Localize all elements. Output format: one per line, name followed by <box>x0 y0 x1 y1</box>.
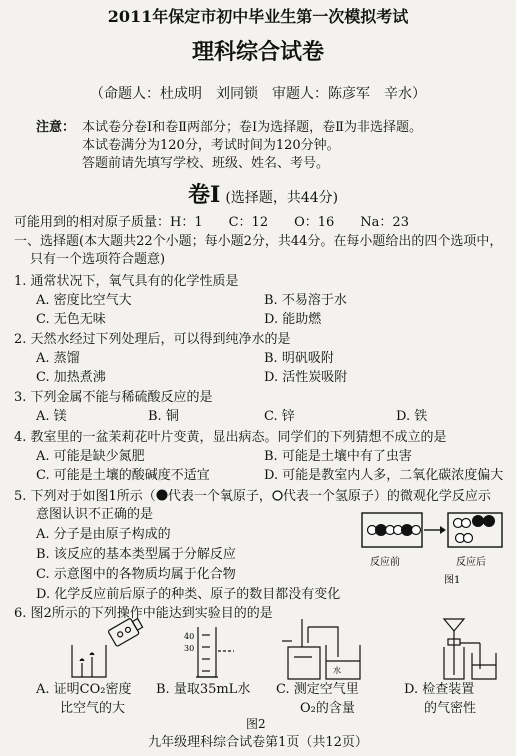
cylinder-tick-30: 30 <box>184 644 195 653</box>
q1-stem: 1. 通常状况下，氧气具有的化学性质是 <box>14 274 239 289</box>
q1-option-c: C. 无色无味 <box>36 312 106 327</box>
paper-title: 理科综合试卷 <box>191 39 324 65</box>
page-footer: 九年级理科综合试卷第1页（共12页） <box>148 735 368 750</box>
figure-1-before-label: 反应前 <box>370 557 400 568</box>
q6-option-a-line-1: A. 证明CO₂密度 <box>36 682 132 697</box>
q2-option-d: D. 活性炭吸附 <box>264 370 348 385</box>
q4-stem: 4. 教室里的一盆茉莉花叶片变黄，显出病态。同学们的下列猜想不成立的是 <box>14 430 447 445</box>
q5-option-d: D. 化学反应前后原子的种类、原子的数目都没有变化 <box>36 587 341 602</box>
section-title-note: (选择题，共44分) <box>225 190 339 206</box>
q3-option-c: C. 锌 <box>264 409 295 424</box>
notice-line-1: 本试卷分卷Ⅰ和卷Ⅱ两部分；卷Ⅰ为选择题，卷Ⅱ为非选择题。 <box>82 120 422 135</box>
q1-option-a: A. 密度比空气大 <box>36 293 132 308</box>
q6-option-d-line-1: D. 检查装置 <box>404 682 475 697</box>
q5-option-a: A. 分子是由原子构成的 <box>36 527 171 542</box>
q4-option-d: D. 可能是教室内人多，二氧化碳浓度偏大 <box>264 468 504 483</box>
q5-legend-hydrogen: 代表一个氢原子）的微观化学反应示 <box>282 489 491 504</box>
exam-title: 2011年保定市初中毕业生第一次模拟考试 <box>107 7 409 26</box>
q4-option-b: B. 可能是土壤中有了虫害 <box>264 449 412 464</box>
section-title: 卷Ⅰ <box>188 182 221 208</box>
q4-option-c: C. 可能是土壤的酸碱度不适宜 <box>36 468 210 483</box>
q2-stem: 2. 天然水经过下列处理后，可以得到纯净水的是 <box>14 332 291 347</box>
cylinder-tick-40: 40 <box>184 632 195 641</box>
q2-option-b: B. 明矾吸附 <box>264 351 334 366</box>
instructions-line-2: 只有一个选项符合题意) <box>30 252 166 267</box>
figure-2-diagram <box>20 617 510 681</box>
q5-stem-line-2: 意图认识不正确的是 <box>36 507 154 522</box>
figure-2-caption: 图2 <box>246 717 266 731</box>
q5-option-c: C. 示意图中的各物质均属于化合物 <box>36 567 236 582</box>
q3-option-b: B. 铜 <box>148 409 179 424</box>
graduated-cylinder <box>196 627 234 677</box>
q6-stem: 6. 图2所示的下列操作中能达到实验目的的是 <box>14 606 273 621</box>
authors-line: （命题人：杜成明 刘同锁 审题人：陈彦军 辛水） <box>90 86 426 102</box>
notice-label: 注意： <box>36 120 76 135</box>
q6-option-c-line-1: C. 测定空气里 <box>276 682 359 697</box>
co2-pouring-apparatus <box>72 617 145 677</box>
notice-line-2: 本试卷满分为120分，考试时间为120分钟。 <box>82 138 340 153</box>
reaction-arrowhead <box>440 526 446 534</box>
q2-option-a: A. 蒸馏 <box>36 351 80 366</box>
hydrogen-atom-icon <box>272 490 283 501</box>
q6-option-d-line-2: 的气密性 <box>424 701 477 716</box>
q2-option-c: C. 加热煮沸 <box>36 370 106 385</box>
instructions-line-1: 一、选择题(本大题共22个小题；每小题2分，共44分。在每小题给出的四个选项中， <box>14 234 503 249</box>
q5-option-b: B. 该反应的基本类型属于分解反应 <box>36 547 236 562</box>
oxygen-atom-icon <box>156 489 168 501</box>
airtightness-apparatus <box>444 619 496 679</box>
q1-option-b: B. 不易溶于水 <box>264 293 347 308</box>
water-label: 水 <box>333 666 341 675</box>
figure-1-caption: 图1 <box>444 575 461 586</box>
q6-option-c-line-2: O₂的含量 <box>300 701 355 716</box>
q3-option-a: A. 镁 <box>36 409 67 424</box>
before-molecules <box>368 524 421 536</box>
figure-1-diagram <box>356 507 506 587</box>
figure-1-after-label: 反应后 <box>456 557 486 568</box>
oxygen-measure-apparatus <box>282 619 360 679</box>
q5-stem-line-1 <box>14 489 491 505</box>
q4-option-a: A. 可能是缺少氮肥 <box>36 449 145 464</box>
section-heading <box>188 183 338 208</box>
q1-option-d: D. 能助燃 <box>264 312 322 327</box>
q6-option-b-line-1: B. 量取35mL水 <box>156 682 251 697</box>
q3-stem: 3. 下列金属不能与稀硫酸反应的是 <box>14 390 213 405</box>
q5-legend-oxygen: 代表一个氧原子， <box>167 489 272 504</box>
q6-option-a-line-2: 比空气的大 <box>60 701 126 716</box>
notice-line-3: 答题前请先填写学校、班级、姓名、考号。 <box>82 156 330 171</box>
after-molecules <box>454 515 496 543</box>
atomic-mass-line: 可能用到的相对原子质量：H：1 C：12 O：16 Na：23 <box>14 215 409 230</box>
q3-option-d: D. 铁 <box>396 409 428 424</box>
q5-stem-start: 5. 下列对于如图1所示（ <box>14 489 156 504</box>
